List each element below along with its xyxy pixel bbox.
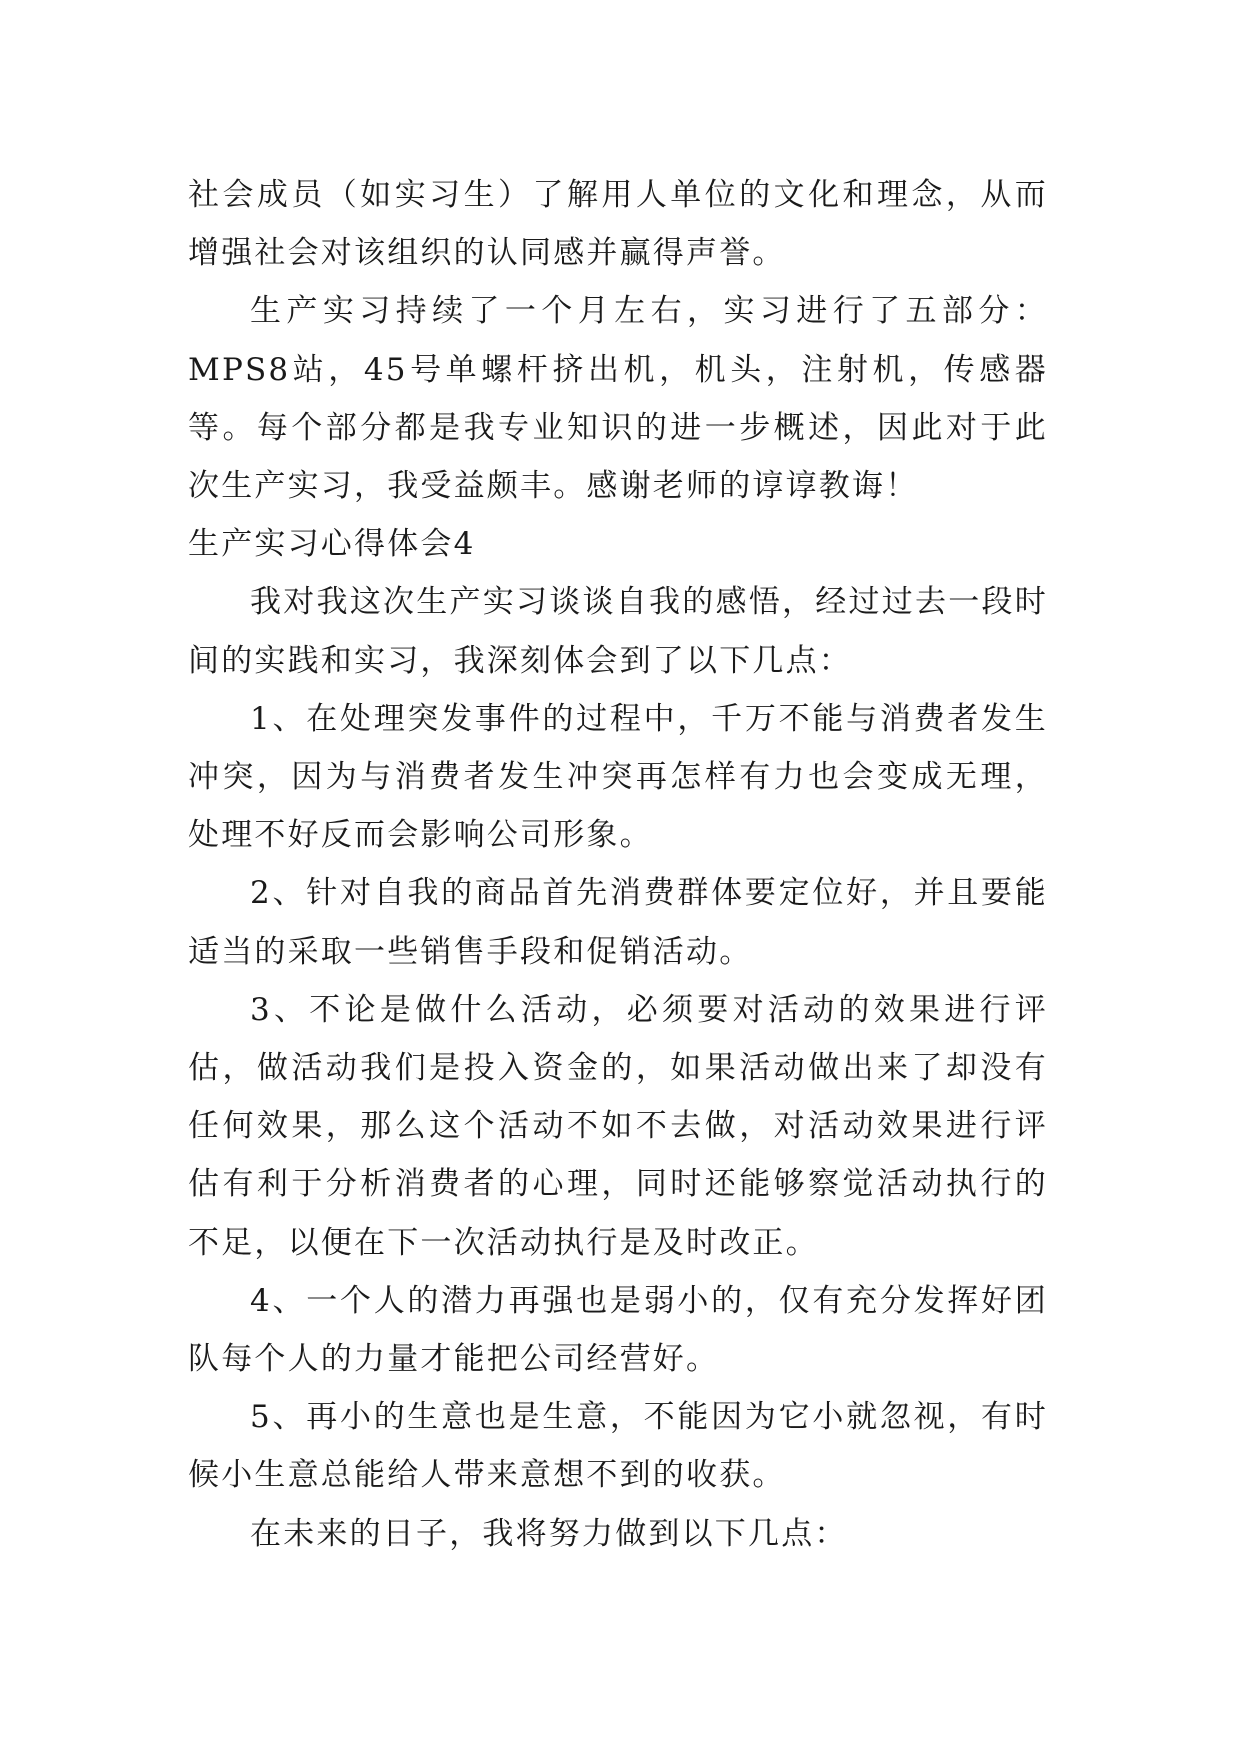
section-heading: 生产实习心得体会4 bbox=[188, 526, 476, 563]
point-paragraph-4: 4、一个人的潜力再强也是弱小的，仅有充分发挥好团队每个人的力量才能把公司经营好。 bbox=[188, 1282, 1048, 1378]
closing-line: 在未来的日子，我将努力做到以下几点： bbox=[250, 1515, 848, 1552]
document-body bbox=[188, 166, 1048, 1563]
section-intro-paragraph: 我对我这次生产实习谈谈自我的感悟，经过过去一段时间的实践和实习，我深刻体会到了以下几点： bbox=[188, 584, 1048, 679]
intro-fragment: 社会成员（如实习生）了解用人单位的文化和理念，从而增强社会对该组织的认同感并赢得声誉。 bbox=[188, 177, 1048, 272]
point-paragraph-3: 3、不论是做什么活动，必须要对活动的效果进行评估，做活动我们是投入资金的，如果活动做出来了却没有任何效果，那么这个活动不如不去做，对活动效果进行评估有利于分析消费者的心理，同时还能够察觉活动执行的不足，以便在下一次活动执行是及时改正。 bbox=[188, 991, 1048, 1261]
point-paragraph-1: 1、在处理突发事件的过程中，千万不能与消费者发生冲突，因为与消费者发生冲突再怎样有力也会变成无理，处理不好反而会影响公司形象。 bbox=[188, 700, 1048, 854]
point-paragraph-2: 2、针对自我的商品首先消费群体要定位好，并且要能适当的采取一些销售手段和促销活动。 bbox=[188, 875, 1048, 970]
point-paragraph-5: 5、再小的生意也是生意，不能因为它小就忽视，有时候小生意总能给人带来意想不到的收获。 bbox=[188, 1399, 1048, 1494]
summary-paragraph: 生产实习持续了一个月左右，实习进行了五部分：MPS8站，45号单螺杆挤出机，机头，注射机，传感器等。每个部分都是我专业知识的进一步概述，因此对于此次生产实习，我受益颇丰。感谢老师的谆谆教诲！ bbox=[188, 293, 1048, 505]
